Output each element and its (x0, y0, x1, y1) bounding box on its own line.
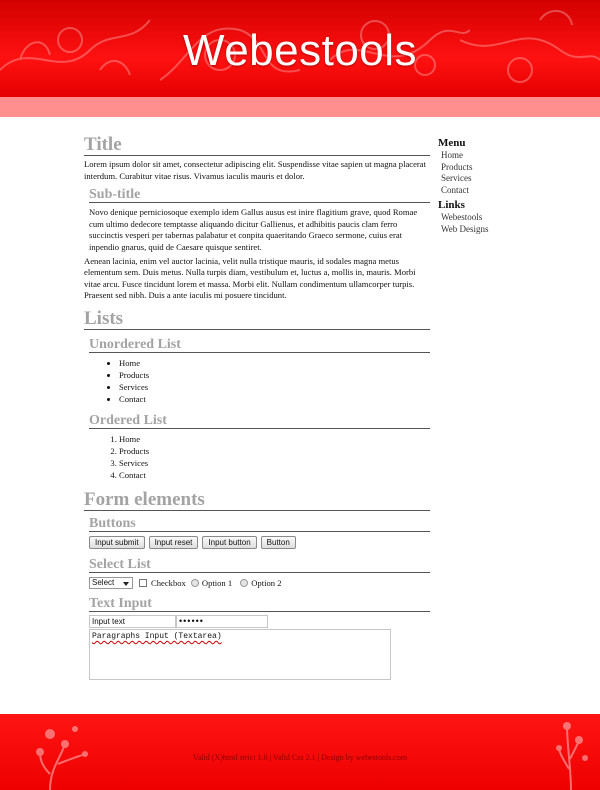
list-item: • Services (119, 381, 430, 393)
plain-button[interactable]: Button (261, 536, 296, 549)
input-submit-button[interactable]: Input submit (89, 536, 145, 549)
list-item: 2. Products (119, 445, 430, 457)
menu-heading: Menu (438, 137, 466, 149)
main-content (84, 134, 430, 680)
sidebar-item-home[interactable]: Home (441, 150, 463, 160)
text-input[interactable]: Input text (89, 615, 176, 628)
radio-option-2[interactable] (240, 579, 248, 587)
list-item: 1. Home (119, 433, 430, 445)
list-item: • Products (119, 369, 430, 381)
sidebar-item-contact[interactable]: Contact (441, 185, 469, 196)
radio-option-1-label: Option 1 (201, 577, 233, 588)
page-title: Title (84, 134, 430, 156)
select-row (89, 577, 430, 589)
radio-option-2-label: Option 2 (251, 577, 282, 588)
input-button-button[interactable]: Input button (202, 536, 256, 549)
select-dropdown[interactable] (89, 577, 133, 589)
list-item: • Home (119, 357, 430, 369)
button-row (89, 536, 430, 549)
sidebar-item-products[interactable]: Products (441, 161, 473, 172)
header-banner (0, 0, 600, 97)
footer-text: Valid (X)html strict 1.0 | Valid Css 2.1 | Design by webestools.com (192, 753, 408, 762)
sidebar-link-web-designs[interactable]: Web Designs (441, 223, 489, 234)
sidebar (438, 137, 568, 235)
list-item: 3. Services (119, 457, 430, 469)
chevron-down-icon (123, 582, 129, 586)
form-elements-heading: Form elements (84, 489, 430, 511)
sidebar-link-webestools[interactable]: Webestools (441, 211, 483, 222)
radio-option-1[interactable] (191, 579, 199, 587)
subtitle-paragraph: Novo denique perniciosoque exemplo idem Gallus ausus est inire flagitium grave, quod Romae cum ultimo dedecore temptasse aliquando dicitur Gallienus, et adhibitis paucis clam ferro succinctis vesperi per tabernas palabatur et conpita quaeritando Graeco sermone, cuius erat inpendio gnarus, quid de Caesare quisque sentiret. (89, 207, 418, 252)
flower-ornament-icon (20, 714, 110, 790)
input-reset-button[interactable]: Input reset (149, 536, 199, 549)
unordered-list (84, 357, 430, 405)
textarea[interactable] (89, 629, 391, 680)
select-list-heading: Select List (89, 555, 430, 573)
ordered-list (84, 433, 430, 481)
buttons-heading: Buttons (89, 514, 430, 532)
ordered-list-heading: Ordered List (89, 411, 430, 429)
intro-paragraph: Lorem ipsum dolor sit amet, consectetur adipiscing elit. Suspendisse vitae sapien ut magna placerat interdum. Curabitur vitae risus. Vivamus iaculis mauris et dolor. (84, 159, 426, 181)
body-paragraph: Aenean lacinia, enim vel auctor lacinia, velit nulla tristique mauris, id sodales magna metus elementum sem. Duis metus. Nulla turpis diam, vestibulum et, luctus a, mollis in, mauris. Morbi vitae arcu. Fusce tincidunt lorem et massa. Morbi elit. Nullam condimentum ullamcorper turpis. Praesent sed nibh. Duis a ante iaculis mi posuere tincidunt. (84, 255, 416, 301)
header-band (0, 97, 600, 117)
list-item: • Contact (119, 393, 430, 405)
sidebar-item-services[interactable]: Services (441, 173, 472, 184)
checkbox[interactable] (139, 579, 147, 587)
textarea-value: Paragraphs Input (Textarea) (92, 631, 222, 641)
links-heading: Links (438, 198, 465, 211)
checkbox-label: Checkbox (151, 577, 186, 588)
lists-heading: Lists (84, 308, 430, 330)
subtitle-heading: Sub-title (89, 185, 430, 203)
flower-ornament-icon (545, 714, 600, 790)
text-input-row (89, 615, 430, 628)
select-value: Select (92, 577, 115, 587)
text-input-heading: Text Input (89, 594, 430, 612)
list-item: 4. Contact (119, 469, 430, 481)
footer (0, 714, 600, 790)
password-input[interactable]: •••••• (176, 615, 268, 628)
site-title: Webestools (182, 26, 418, 75)
unordered-list-heading: Unordered List (89, 335, 430, 353)
